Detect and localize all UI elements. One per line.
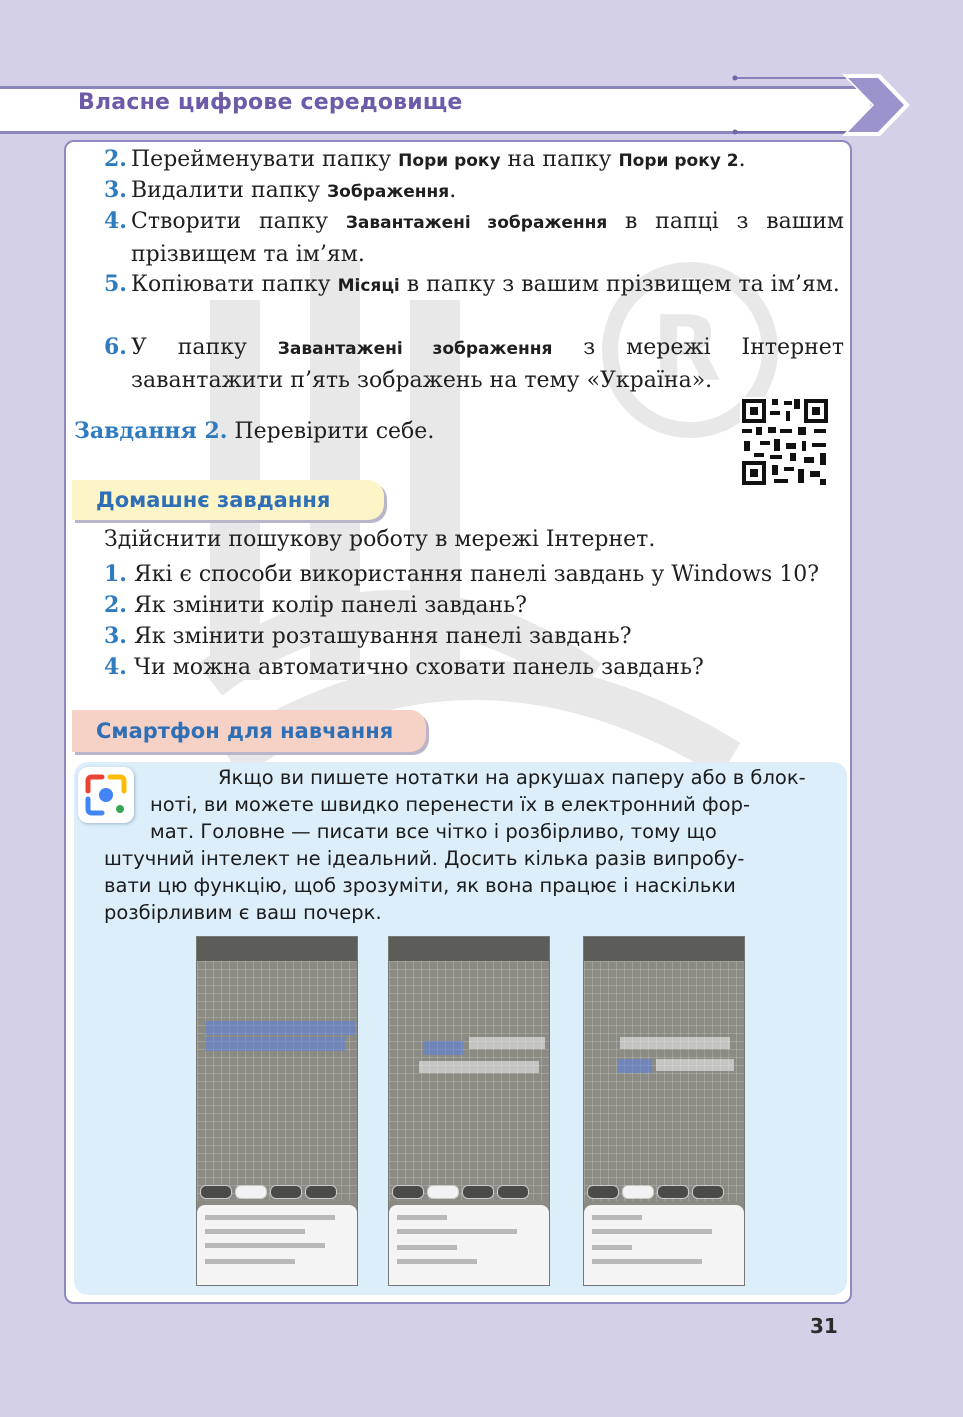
header-arrow-icon <box>838 72 914 138</box>
task-item-5: 5. Копіювати папку Місяці в папку з вашим прізвищем та ім’ям. <box>104 271 840 297</box>
homework-item-2: 2. Як змінити колір панелі завдань? <box>104 592 527 618</box>
page-header-title: Власне цифрове середовище <box>78 90 463 115</box>
svg-text:R: R <box>652 297 722 402</box>
homework-intro: Здійснити пошукову роботу в мережі Інтернет. <box>104 527 656 552</box>
task-item-2: 2. Перейменувати папку Пори року на папку Пори року 2. <box>104 146 746 172</box>
task-item-3: 3. Видалити папку Зображення. <box>104 177 457 203</box>
smartphone-heading: Смартфон для навчання <box>72 710 426 752</box>
homework-heading: Домашнє завдання <box>72 480 384 520</box>
qr-code-icon[interactable] <box>740 397 830 487</box>
task-item-4: 4. Створити папку Завантажені зображення в папці з вашим прізвищем та ім’ям. <box>104 208 845 267</box>
page-number: 31 <box>810 1314 838 1338</box>
homework-item-3: 3. Як змінити розташування панелі завдань? <box>104 623 632 649</box>
screenshot-3 <box>583 936 745 1286</box>
homework-item-1: 1. Які є способи використання панелі завдань у Windows 10? <box>104 561 819 587</box>
homework-item-4: 4. Чи можна автоматично сховати панель завдань? <box>104 654 704 680</box>
task-2: Завдання 2. Перевірити себе. <box>74 418 435 444</box>
screenshot-1 <box>196 936 358 1286</box>
screenshot-2 <box>388 936 550 1286</box>
smartphone-text: Якщо ви пишете нотатки на аркушах паперу або в блок- ноті, ви можете швидко перенести їх в електронний фор- мат. Головне — писати все чітко і розбірливо, тому що штучний інтелект не ідеальний. Досить кілька разів випробу- вати цю функцію, щоб зрозуміти, як вона працює і наскільки розбірливим є ваш почерк. <box>104 766 806 924</box>
task-item-6: 6. У папку Завантажені зображення з мережі Інтернет завантажити п’ять зображень на тему «Україна». <box>104 334 844 393</box>
